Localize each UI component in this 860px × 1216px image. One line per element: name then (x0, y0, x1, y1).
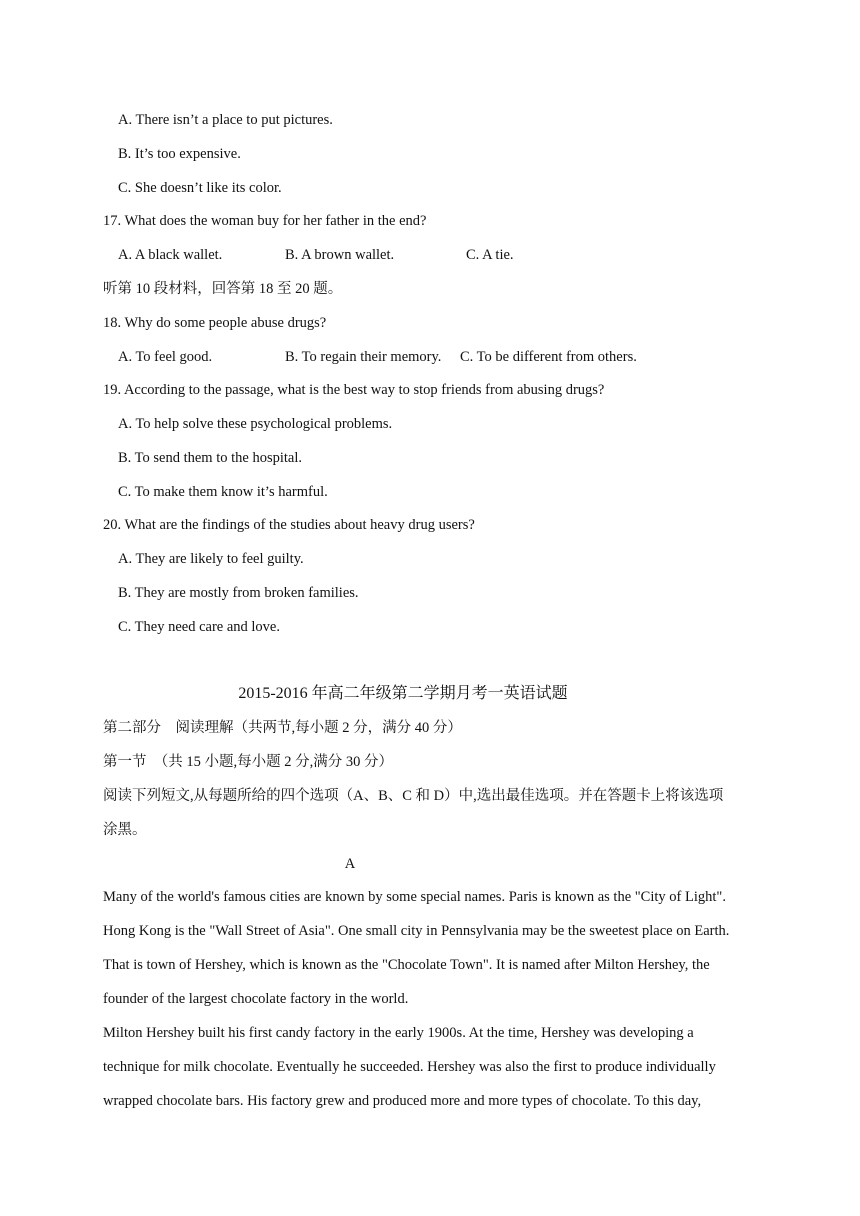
q17-option-a: A. A black wallet. (118, 247, 223, 263)
q18-option-c: C. To be different from others. (460, 349, 637, 365)
passage-label: A (344, 856, 356, 872)
q19-option-b: B. To send them to the hospital. (118, 450, 302, 466)
q20-option-b: B. They are mostly from broken families. (118, 585, 359, 601)
reading-instruction-line1: 阅读下列短文,从每题所给的四个选项（A、B、C 和 D）中,选出最佳选项。并在答题卡上将该选项 (103, 788, 724, 804)
q16-option-b: B. It’s too expensive. (118, 146, 241, 162)
passage-line: wrapped chocolate bars. His factory grew and produced more and more types of chocolate. To this day, (103, 1093, 702, 1109)
q19-option-c: C. To make them know it’s harmful. (118, 484, 328, 500)
passage-line: technique for milk chocolate. Eventually he succeeded. Hershey was also the first to produce individually (103, 1059, 716, 1075)
q16-option-c: C. She doesn’t like its color. (118, 180, 282, 196)
q18-option-b: B. To regain their memory. (285, 349, 442, 365)
q17-option-b: B. A brown wallet. (285, 247, 395, 263)
passage-line: Milton Hershey built his first candy factory in the early 1900s. At the time, Hershey was developing a (103, 1025, 694, 1041)
q20-option-c: C. They need care and love. (118, 619, 280, 635)
section10-instruction: 听第 10 段材料，回答第 18 至 20 题。 (103, 281, 343, 297)
reading-instruction-line2: 涂黑。 (103, 822, 147, 838)
q18-option-a: A. To feel good. (118, 349, 213, 365)
part2-heading: 第二部分 阅读理解（共两节,每小题 2 分，满分 40 分） (103, 720, 462, 736)
q20-option-a: A. They are likely to feel guilty. (118, 551, 304, 567)
passage-line: founder of the largest chocolate factory in the world. (103, 991, 409, 1007)
q17-option-c: C. A tie. (466, 247, 514, 263)
q19-stem: 19. According to the passage, what is the best way to stop friends from abusing drugs? (103, 382, 605, 398)
q20-stem: 20. What are the findings of the studies about heavy drug users? (103, 517, 475, 533)
passage-line: That is town of Hershey, which is known as the "Chocolate Town". It is named after Milton Hershey, the (103, 957, 710, 973)
q19-option-a: A. To help solve these psychological problems. (118, 416, 393, 432)
q16-option-a: A. There isn’t a place to put pictures. (118, 112, 333, 128)
q18-stem: 18. Why do some people abuse drugs? (103, 315, 327, 331)
passage-line: Many of the world's famous cities are known by some special names. Paris is known as the "City of Light". (103, 889, 726, 905)
section1-heading: 第一节 （共 15 小题,每小题 2 分,满分 30 分） (103, 754, 393, 770)
exam-title: 2015-2016 年高二年级第二学期月考一英语试题 (238, 685, 568, 702)
q17-stem: 17. What does the woman buy for her father in the end? (103, 213, 427, 229)
passage-line: Hong Kong is the "Wall Street of Asia". One small city in Pennsylvania may be the sweetest place on Earth. (103, 923, 730, 939)
